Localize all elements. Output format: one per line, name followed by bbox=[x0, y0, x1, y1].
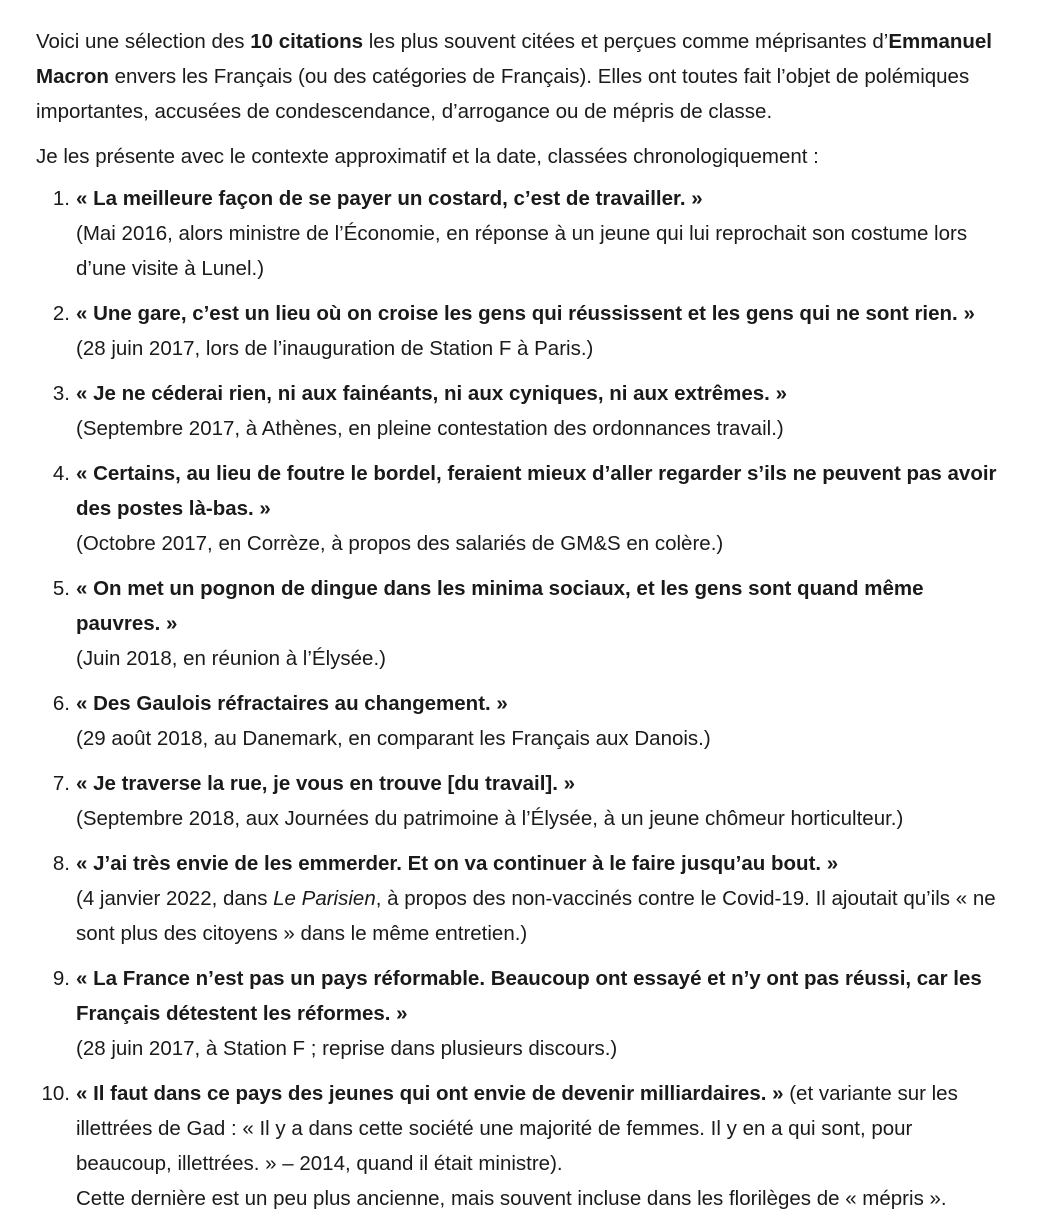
quote-context: (28 juin 2017, à Station F ; reprise dans plusieurs discours.) bbox=[76, 1037, 618, 1060]
quote-text: « On met un pognon de dingue dans les minima sociaux, et les gens sont quand même pauvres. » bbox=[76, 577, 924, 635]
list-item bbox=[36, 766, 1010, 836]
quote-context: (Juin 2018, en réunion à l’Élysée.) bbox=[76, 647, 386, 670]
method-paragraph: Je les présente avec le contexte approximatif et la date, classées chronologiquement : bbox=[36, 145, 819, 168]
list-number: 1. bbox=[52, 187, 70, 210]
quote-context: (29 août 2018, au Danemark, en comparant les Français aux Danois.) bbox=[76, 727, 711, 750]
quote-context: (Mai 2016, alors ministre de l’Économie, en réponse à un jeune qui lui reprochait son costume lors d’une visite à Lunel.) bbox=[76, 222, 968, 280]
list-number: 6. bbox=[52, 692, 70, 715]
quote-note: Cette dernière est un peu plus ancienne, mais souvent incluse dans les florilèges de « mépris ». bbox=[76, 1187, 947, 1210]
context-text: (4 janvier 2022, dans bbox=[76, 887, 274, 910]
newspaper-title: Le Parisien bbox=[273, 887, 376, 910]
intro-text: Voici une sélection des bbox=[36, 30, 251, 53]
list-number: 7. bbox=[52, 772, 70, 795]
quote-text: « Une gare, c’est un lieu où on croise les gens qui réussissent et les gens qui ne sont rien. » bbox=[76, 302, 975, 325]
quote-inline-context: (et variante sur les illettrées de Gad : « Il y a dans cette société une majorité de femmes. Il y en a qui sont, pour beaucoup, illettrées. » – 2014, quand il était ministre). bbox=[76, 1082, 958, 1175]
list-item bbox=[36, 456, 1010, 561]
context-text: , à propos des non-vaccinés contre le Covid-19. Il ajoutait qu’ils « ne sont plus des citoyens » dans le même entretien.) bbox=[76, 887, 996, 945]
list-item bbox=[36, 376, 1010, 446]
intro-bold-name: Emmanuel Macron bbox=[36, 30, 992, 88]
quote-context: (Septembre 2017, à Athènes, en pleine contestation des ordonnances travail.) bbox=[76, 417, 784, 440]
quote-context bbox=[76, 881, 1010, 951]
quote-text: « La France n’est pas un pays réformable. Beaucoup ont essayé et n’y ont pas réussi, car les Français détestent les réformes. » bbox=[76, 967, 982, 1025]
quote-text: « J’ai très envie de les emmerder. Et on va continuer à le faire jusqu’au bout. » bbox=[76, 852, 839, 875]
list-item bbox=[36, 846, 1010, 951]
intro-paragraph bbox=[36, 24, 1010, 129]
list-number: 3. bbox=[52, 382, 70, 405]
list-number: 4. bbox=[52, 462, 70, 485]
list-number: 2. bbox=[52, 302, 70, 325]
quote-text: « Je traverse la rue, je vous en trouve [du travail]. » bbox=[76, 772, 576, 795]
intro-text: les plus souvent citées et perçues comme méprisantes d’ bbox=[363, 30, 889, 53]
intro-text: envers les Français (ou des catégories de Français). Elles ont toutes fait l’objet de polémiques importantes, accusées de condescendance, d’arrogance ou de mépris de classe. bbox=[36, 65, 970, 123]
quote-context: (Septembre 2018, aux Journées du patrimoine à l’Élysée, à un jeune chômeur horticulteur.) bbox=[76, 807, 904, 830]
quote-list bbox=[36, 181, 1010, 1216]
list-number: 5. bbox=[52, 577, 70, 600]
list-item bbox=[36, 296, 1010, 366]
quote-context: (Octobre 2017, en Corrèze, à propos des salariés de GM&S en colère.) bbox=[76, 532, 724, 555]
list-item bbox=[36, 961, 1010, 1066]
quote-text: « La meilleure façon de se payer un costard, c’est de travailler. » bbox=[76, 187, 703, 210]
list-item bbox=[36, 686, 1010, 756]
list-item bbox=[36, 571, 1010, 676]
quote-text: « Je ne céderai rien, ni aux fainéants, ni aux cyniques, ni aux extrêmes. » bbox=[76, 382, 787, 405]
list-number: 8. bbox=[52, 852, 70, 875]
quote-text: « Des Gaulois réfractaires au changement. » bbox=[76, 692, 508, 715]
quote-text: « Certains, au lieu de foutre le bordel, feraient mieux d’aller regarder s’ils ne peuvent pas avoir des postes là-bas. » bbox=[76, 462, 997, 520]
intro-bold-count: 10 citations bbox=[250, 30, 364, 53]
list-number: 10. bbox=[41, 1082, 70, 1105]
list-item bbox=[36, 1076, 1010, 1216]
list-number: 9. bbox=[52, 967, 70, 990]
list-item bbox=[36, 181, 1010, 286]
quote-context: (28 juin 2017, lors de l’inauguration de Station F à Paris.) bbox=[76, 337, 594, 360]
quote-text: « Il faut dans ce pays des jeunes qui ont envie de devenir milliardaires. » bbox=[76, 1082, 784, 1105]
